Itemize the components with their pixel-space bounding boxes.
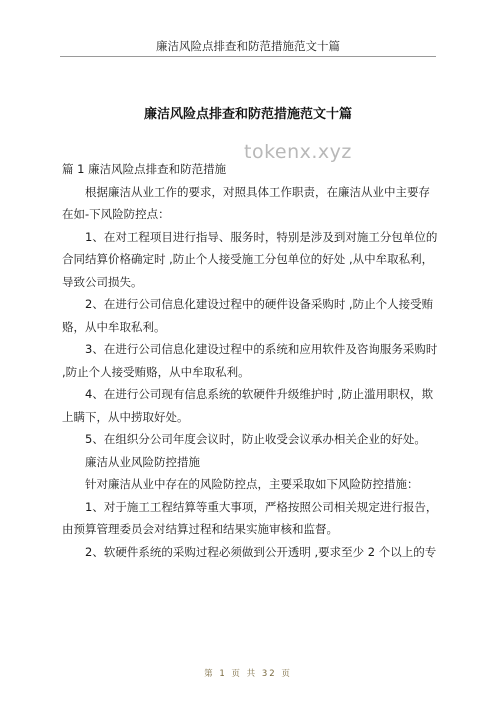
watermark-text: tokenx.xyz <box>244 141 352 163</box>
paragraph: 2、软硬件系统的采购过程必须做到公开透明 ,要求至少 2 个以上的专 <box>85 544 437 559</box>
paragraph: 2、在进行公司信息化建设过程中的硬件设备采购时 ,防止个人接受贿赂，从中牟取私利。 <box>62 297 434 334</box>
document-title: 廉洁风险点排查和防范措施范文十篇 <box>143 107 352 122</box>
paragraph: 5、在组织分公司年度会议时，防止收受会议承办相关企业的好处。 <box>85 432 426 446</box>
header-divider <box>60 56 436 57</box>
paragraph: 1、对于施工工程结算等重大事项，严格按照公司相关规定进行报告，由预算管理委员会对结算过程和结果实施审核和监督。 <box>62 499 438 536</box>
subheading: 廉洁从业风险防控措施 <box>85 454 200 469</box>
paragraph: 1、在对工程项目进行指导、服务时，特别是涉及到对施工分包单位的合同结算价格确定时 ,防止个人接受施工分包单位的好处 ,从中牟取私利，导致公司损失。 <box>62 229 438 289</box>
paragraph: 针对廉洁从业中存在的风险防控点，主要采取如下风险防控措施： <box>85 477 419 491</box>
paragraph: 4、在进行公司现有信息系统的软硬件升级维护时 ,防止滥用职权，欺上瞒下，从中捞取好处。 <box>62 387 434 424</box>
paragraph: 根据廉洁从业工作的要求，对照具体工作职责，在廉洁从业中主要存在如-下风险防控点： <box>62 184 430 221</box>
page-footer: 第 1 页 共 32 页 <box>204 669 292 679</box>
document-body <box>62 158 438 563</box>
paragraph: 3、在进行公司信息化建设过程中的系统和应用软件及咨询服务采购时 ,防止个人接受贿赂，从中牟取私利。 <box>62 342 438 379</box>
running-header: 廉洁风险点排查和防范措施范文十篇 <box>156 39 340 53</box>
section-heading: 篇 1 廉洁风险点排查和防范措施 <box>62 162 227 176</box>
